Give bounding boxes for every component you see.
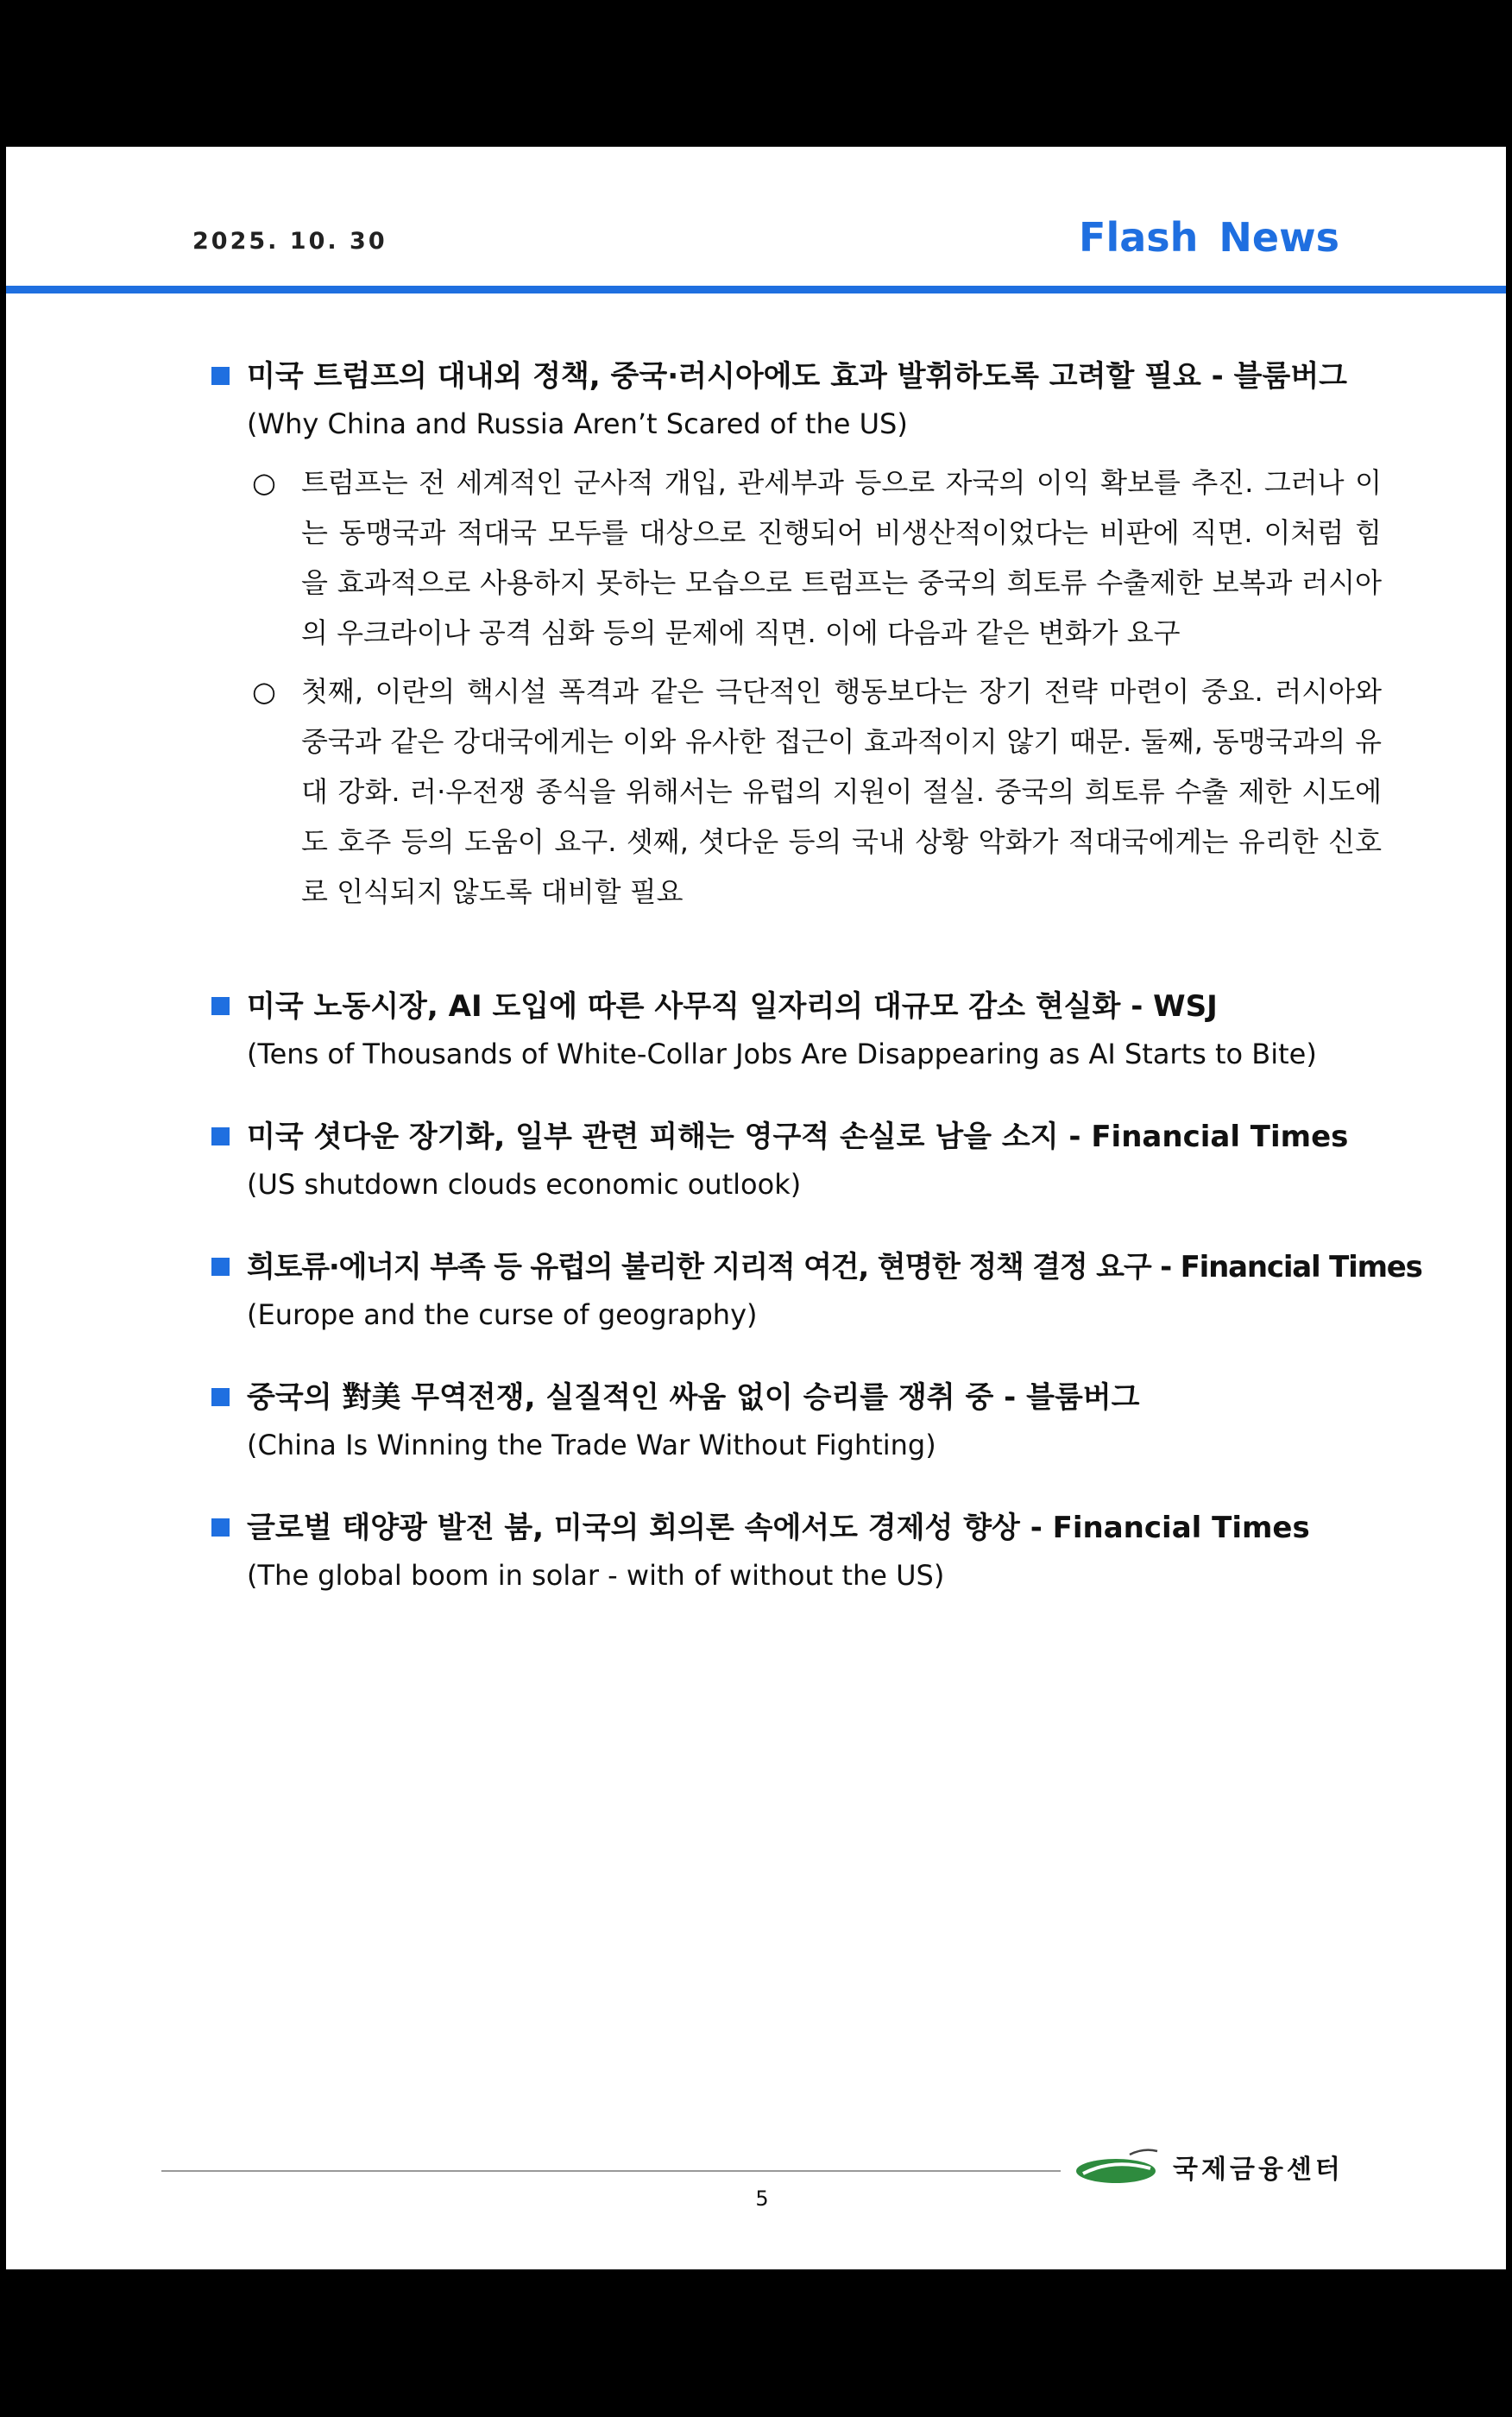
news-title: 희토류·에너지 부족 등 유럽의 불리한 지리적 여건, 현명한 정책 결정 요구 - Financial Times xyxy=(203,1245,1342,1290)
square-bullet-icon xyxy=(211,997,230,1015)
news-subtitle: (Europe and the curse of geography) xyxy=(247,1298,758,1331)
square-bullet-icon xyxy=(211,1388,230,1406)
news-item-3 xyxy=(203,1114,1349,1209)
news-item-5 xyxy=(203,1375,1342,1470)
report-title: Flash News xyxy=(1079,214,1339,261)
summary-paragraph: ○ 첫째, 이란의 핵시설 폭격과 같은 극단적인 행동보다는 장기 전략 마련이 중요. 러시아와 중국과 같은 강대국에게는 이와 유사한 접근이 효과적이지 않기 때문. 둘째, 동맹국과의 유대 강화. 러·우전쟁 종식을 위해서는 유럽의 지원이 절실. 중국의 희토류 수출 제한 시도에도 호주 등의 도움이 요구. 셋째, 셧다운 등의 국내 상황 악화가 적대국에게는 유리한 신호로 인식되지 않도록 대비할 필요 xyxy=(252,666,1382,917)
page-number: 5 xyxy=(755,2187,769,2211)
news-title: 글로벌 태양광 발전 붐, 미국의 회의론 속에서도 경제성 향상 - Financial Times xyxy=(203,1505,1342,1550)
news-subtitle: (Tens of Thousands of White-Collar Jobs Are Disappearing as AI Starts to Bite) xyxy=(247,1038,1317,1070)
news-title: 중국의 對美 무역전쟁, 실질적인 싸움 없이 승리를 쟁취 중 - 블룸버그 xyxy=(203,1375,1342,1420)
document-page xyxy=(6,147,1506,2269)
report-date: 2025. 10. 30 xyxy=(192,228,387,255)
circle-bullet-icon: ○ xyxy=(252,675,276,708)
news-item-1 xyxy=(203,354,1382,917)
news-item-4 xyxy=(203,1245,1422,1340)
news-subtitle: (US shutdown clouds economic outlook) xyxy=(247,1168,802,1201)
news-title: 미국 트럼프의 대내외 정책, 중국·러시아에도 효과 발휘하도록 고려할 필요 - 블룸버그 xyxy=(203,354,1342,399)
square-bullet-icon xyxy=(211,1127,230,1145)
news-subtitle: (Why China and Russia Aren’t Scared of the US) xyxy=(247,407,908,440)
organization-name: 국제금융센터 xyxy=(1173,2155,1344,2185)
kcif-logo-icon xyxy=(1074,2146,1161,2186)
footer-divider xyxy=(161,2170,1061,2172)
news-title: 미국 노동시장, AI 도입에 따른 사무직 일자리의 대규모 감소 현실화 - WSJ xyxy=(203,984,1342,1029)
square-bullet-icon xyxy=(211,1258,230,1276)
header-divider xyxy=(6,286,1506,293)
news-item-2 xyxy=(203,984,1342,1079)
summary-paragraph: ○ 트럼프는 전 세계적인 군사적 개입, 관세부과 등으로 자국의 이익 확보를 추진. 그러나 이는 동맹국과 적대국 모두를 대상으로 진행되어 비생산적이었다는 비판에 직면. 이처럼 힘을 효과적으로 사용하지 못하는 모습으로 트럼프는 중국의 희토류 수출제한 보복과 러시아의 우크라이나 공격 심화 등의 문제에 직면. 이에 다음과 같은 변화가 요구 xyxy=(252,458,1382,658)
circle-bullet-icon: ○ xyxy=(252,466,276,499)
news-subtitle: (China Is Winning the Trade War Without Fighting) xyxy=(247,1429,936,1461)
news-title: 미국 셧다운 장기화, 일부 관련 피해는 영구적 손실로 남을 소지 - Financial Times xyxy=(203,1114,1342,1159)
news-subtitle: (The global boom in solar - with of without the US) xyxy=(247,1559,945,1592)
square-bullet-icon xyxy=(211,1518,230,1537)
news-item-6 xyxy=(203,1505,1342,1600)
square-bullet-icon xyxy=(211,367,230,385)
